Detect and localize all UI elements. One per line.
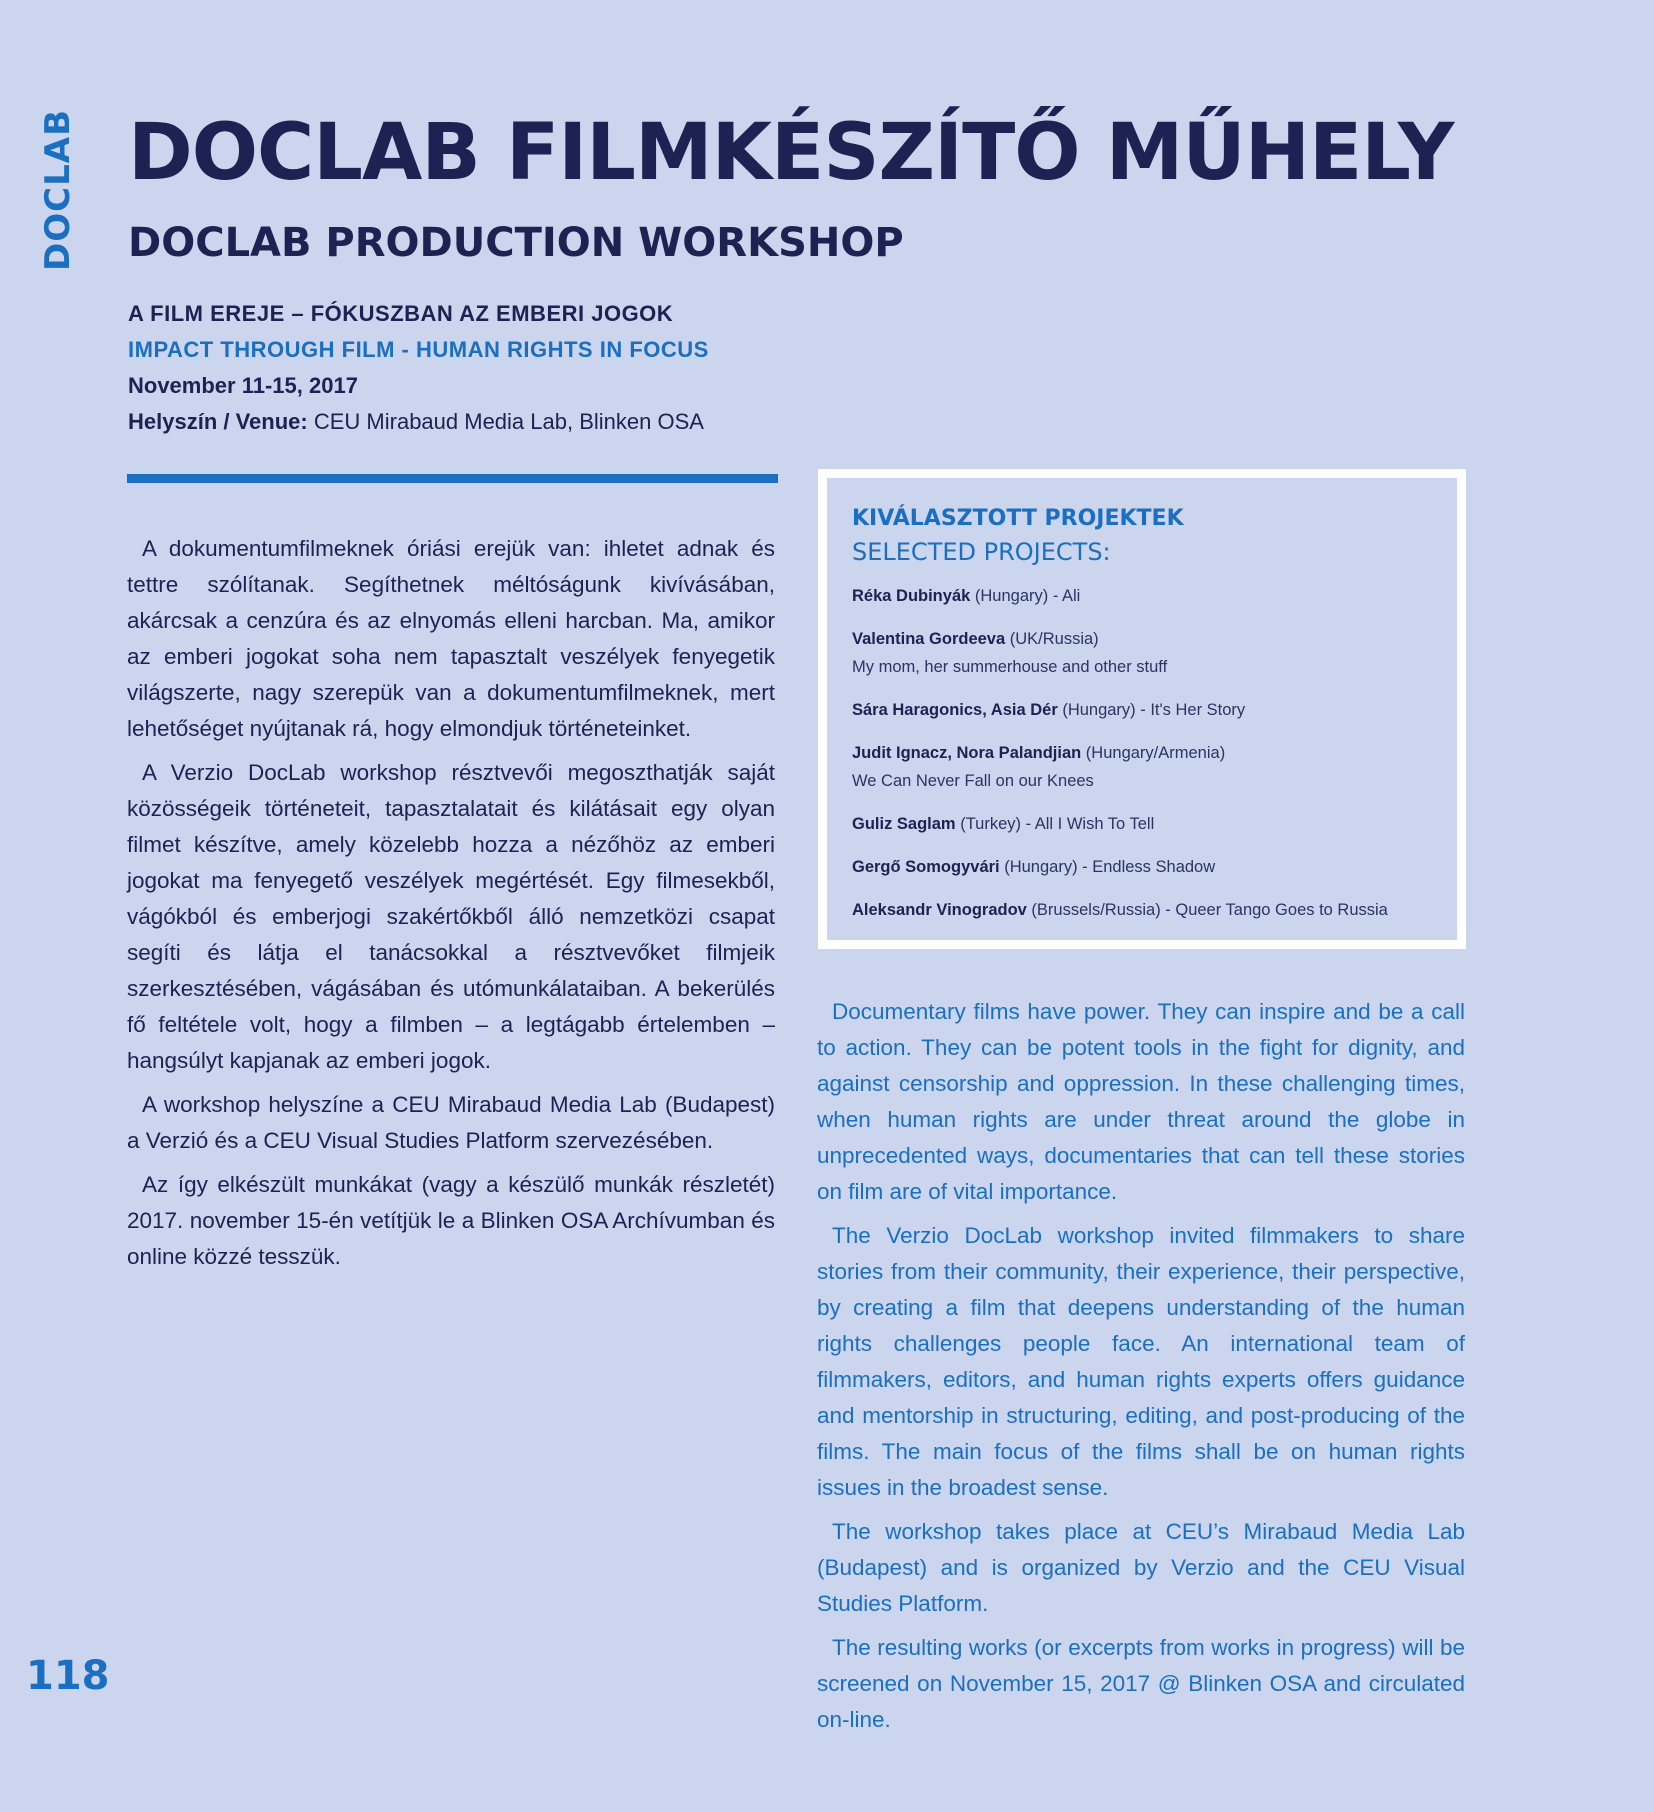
project-details: (Brussels/Russia) - Queer Tango Goes to Russia bbox=[1026, 901, 1388, 919]
project-item bbox=[852, 896, 1431, 924]
project-item bbox=[852, 625, 1431, 681]
project-item bbox=[852, 582, 1431, 610]
project-author: Aleksandr Vinogradov bbox=[852, 901, 1027, 919]
event-title-en: IMPACT THROUGH FILM - HUMAN RIGHTS IN FOCUS bbox=[128, 337, 709, 362]
page-title: DOCLAB FILMKÉSZÍTŐ MŰHELY bbox=[128, 108, 1454, 198]
project-film-title: My mom, her summerhouse and other stuff bbox=[852, 658, 1168, 676]
en-paragraph: The Verzio DocLab workshop invited filmmakers to share stories from their community, their experience, their perspective, by creating a film that deepens understanding of the human rights challenges people face. An international team of filmmakers, editors, and human rights experts offers guidance and mentorship in structuring, editing, and post-producing of the films. The main focus of the films shall be on human rights issues in the broadest sense. bbox=[817, 1223, 1465, 1500]
page-number: 118 bbox=[26, 1653, 110, 1699]
project-details: (Hungary) - Ali bbox=[970, 587, 1081, 605]
project-film-title: We Can Never Fall on our Knees bbox=[852, 772, 1094, 790]
section-side-label-text: DOCLAB bbox=[38, 109, 79, 271]
project-details: (UK/Russia) bbox=[1005, 630, 1099, 648]
en-paragraph: Documentary films have power. They can inspire and be a call to action. They can be potent tools in the fight for dignity, and against censorship and oppression. In these challenging times, when human rights are under threat around the globe in unprecedented ways, documentaries that can tell these stories on film are of vital importance. bbox=[817, 999, 1465, 1204]
project-details: (Hungary) - It's Her Story bbox=[1057, 701, 1246, 719]
hu-paragraph: A Verzio DocLab workshop résztvevői megoszthatják saját közösségeik történeteit, tapasztalatait és kilátásait egy olyan filmet készítve, amely közelebb hozza a nézőhöz az emberi jogokat ma fenyegető veszélyek megértését. Egy filmesekből, vágókból és emberjogi szakértőkből álló nemzetközi csapat segíti és látja el tanácsokkal a résztvevőket filmjeik szerkesztésében, vágásában és utómunkálataiban. A bekerülés fő feltétele volt, hogy a filmben – a legtágabb értelemben – hangsúlyt kapjanak az emberi jogok. bbox=[127, 760, 775, 1073]
project-author: Judit Ignacz, Nora Palandjian bbox=[852, 744, 1082, 762]
hu-paragraph: A dokumentumfilmeknek óriási erejük van: ihletet adnak és tettre szólítanak. Segíthetnek méltóságunk kivívásában, akárcsak a cenzúra és az elnyomás elleni harcban. Ma, amikor az emberi jogokat soha nem tapasztalt veszélyek fenyegetik világszerte, nagy szerepük van a dokumentumfilmeknek, mert lehetőséget nyújtanak rá, hogy elmondjuk történeteinket. bbox=[127, 536, 775, 741]
hu-paragraph: Az így elkészült munkákat (vagy a készülő munkák részletét) 2017. november 15-én vetítjük le a Blinken OSA Archívumban és online közzé tesszük. bbox=[127, 1172, 775, 1269]
page-subtitle: DOCLAB PRODUCTION WORKSHOP bbox=[128, 220, 904, 266]
project-item bbox=[852, 853, 1431, 881]
projects-title-en: SELECTED PROJECTS: bbox=[852, 538, 1111, 566]
project-author: Gergő Somogyvári bbox=[852, 858, 1000, 876]
project-item bbox=[852, 739, 1431, 795]
project-item bbox=[852, 810, 1431, 838]
hungarian-body bbox=[127, 531, 775, 1283]
venue-value: CEU Mirabaud Media Lab, Blinken OSA bbox=[313, 409, 704, 434]
project-author: Sára Haragonics, Asia Dér bbox=[852, 701, 1058, 719]
venue-label: Helyszín / Venue: bbox=[128, 409, 308, 434]
english-body bbox=[817, 994, 1465, 1746]
event-meta bbox=[128, 296, 709, 440]
project-author: Réka Dubinyák bbox=[852, 587, 971, 605]
section-side-label bbox=[38, 109, 79, 271]
event-date: November 11-15, 2017 bbox=[128, 373, 358, 398]
project-author: Valentina Gordeeva bbox=[852, 630, 1006, 648]
selected-projects-box bbox=[818, 469, 1466, 949]
project-item bbox=[852, 696, 1431, 724]
en-paragraph: The resulting works (or excerpts from works in progress) will be screened on November 15, 2017 @ Blinken OSA and circulated on-line. bbox=[817, 1635, 1465, 1732]
project-details: (Hungary/Armenia) bbox=[1081, 744, 1226, 762]
section-divider bbox=[127, 474, 778, 483]
project-author: Guliz Saglam bbox=[852, 815, 956, 833]
event-venue bbox=[128, 404, 709, 440]
project-details: (Hungary) - Endless Shadow bbox=[999, 858, 1216, 876]
event-title-hu: A FILM EREJE – FÓKUSZBAN AZ EMBERI JOGOK bbox=[128, 301, 674, 326]
projects-title-hu: KIVÁLASZTOTT PROJEKTEK bbox=[852, 506, 1184, 531]
en-paragraph: The workshop takes place at CEU’s Mirabaud Media Lab (Budapest) and is organized by Verzio and the CEU Visual Studies Platform. bbox=[817, 1519, 1465, 1616]
hu-paragraph: A workshop helyszíne a CEU Mirabaud Media Lab (Budapest) a Verzió és a CEU Visual Studies Platform szervezésében. bbox=[127, 1092, 775, 1153]
project-details: (Turkey) - All I Wish To Tell bbox=[955, 815, 1155, 833]
